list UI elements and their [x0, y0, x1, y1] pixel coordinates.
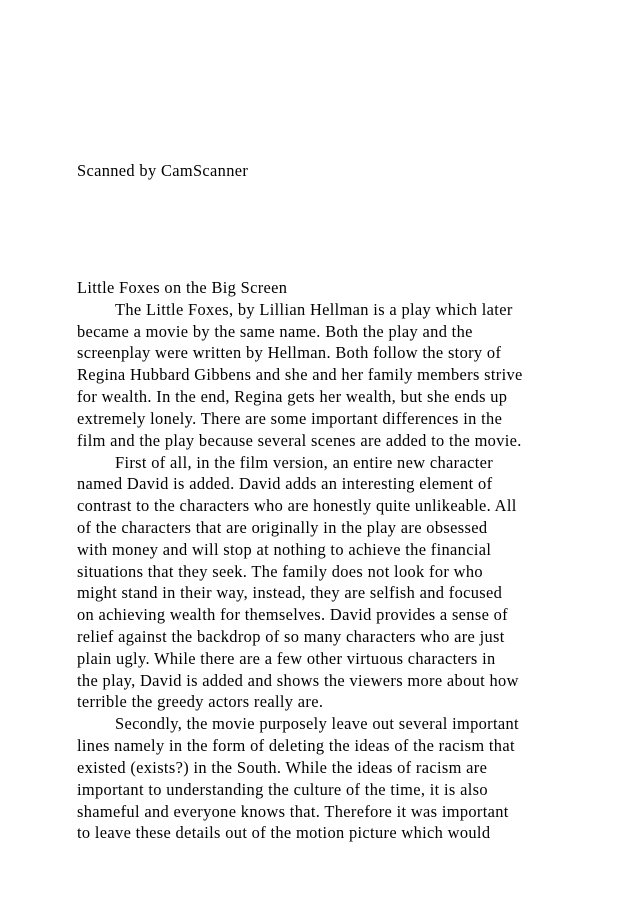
paragraph-line: important to understanding the culture of the time, it is also: [77, 779, 488, 799]
paragraph-line: Secondly, the movie purposely leave out several important: [115, 714, 519, 734]
paragraph-line: shameful and everyone knows that. Therefore it was important: [77, 801, 509, 821]
paragraph-line: became a movie by the same name. Both the play and the: [77, 321, 473, 341]
paragraph-line: The Little Foxes, by Lillian Hellman is a play which later: [115, 299, 513, 319]
paragraph-line: relief against the backdrop of so many characters who are just: [77, 627, 505, 646]
paragraph-line: lines namely in the form of deleting the ideas of the racism that: [77, 736, 515, 756]
essay-body: [77, 277, 637, 844]
paragraph-line: might stand in their way, instead, they are selfish and focused: [77, 583, 503, 603]
paragraph-line: to leave these details out of the motion picture which would: [77, 823, 491, 843]
paragraph-line: plain ugly. While there are a few other virtuous characters in: [77, 648, 496, 668]
paragraph-line: with money and will stop at nothing to achieve the financial: [77, 539, 492, 559]
paragraph-line: named David is added. David adds an interesting element of: [77, 474, 493, 494]
paragraph-line: extremely lonely. There are some important differences in the: [77, 408, 503, 428]
scanner-watermark-text: Scanned by CamScanner: [77, 161, 249, 180]
paragraph-line: on achieving wealth for themselves. David provides a sense of: [77, 605, 508, 625]
paragraph-line: Regina Hubbard Gibbens and she and her family members strive: [77, 365, 523, 385]
paragraph-line: film and the play because several scenes are added to the movie.: [77, 430, 522, 450]
paragraph-line: for wealth. In the end, Regina gets her wealth, but she ends up: [77, 387, 508, 407]
paragraph-line: First of all, in the film version, an entire new character: [115, 452, 494, 472]
paragraph-line: of the characters that are originally in the play are obsessed: [77, 517, 488, 537]
paragraph-line: contrast to the characters who are honestly quite unlikeable. All: [77, 496, 517, 516]
paragraph-line: the play, David is added and shows the viewers more about how: [77, 670, 519, 690]
essay-title: Little Foxes on the Big Screen: [77, 278, 288, 297]
paragraph-line: existed (exists?) in the South. While the ideas of racism are: [77, 757, 488, 777]
paragraph-line: screenplay were written by Hellman. Both follow the story of: [77, 343, 502, 363]
paragraph-line: terrible the greedy actors really are.: [77, 692, 324, 712]
paragraph-line: situations that they seek. The family does not look for who: [77, 561, 483, 581]
